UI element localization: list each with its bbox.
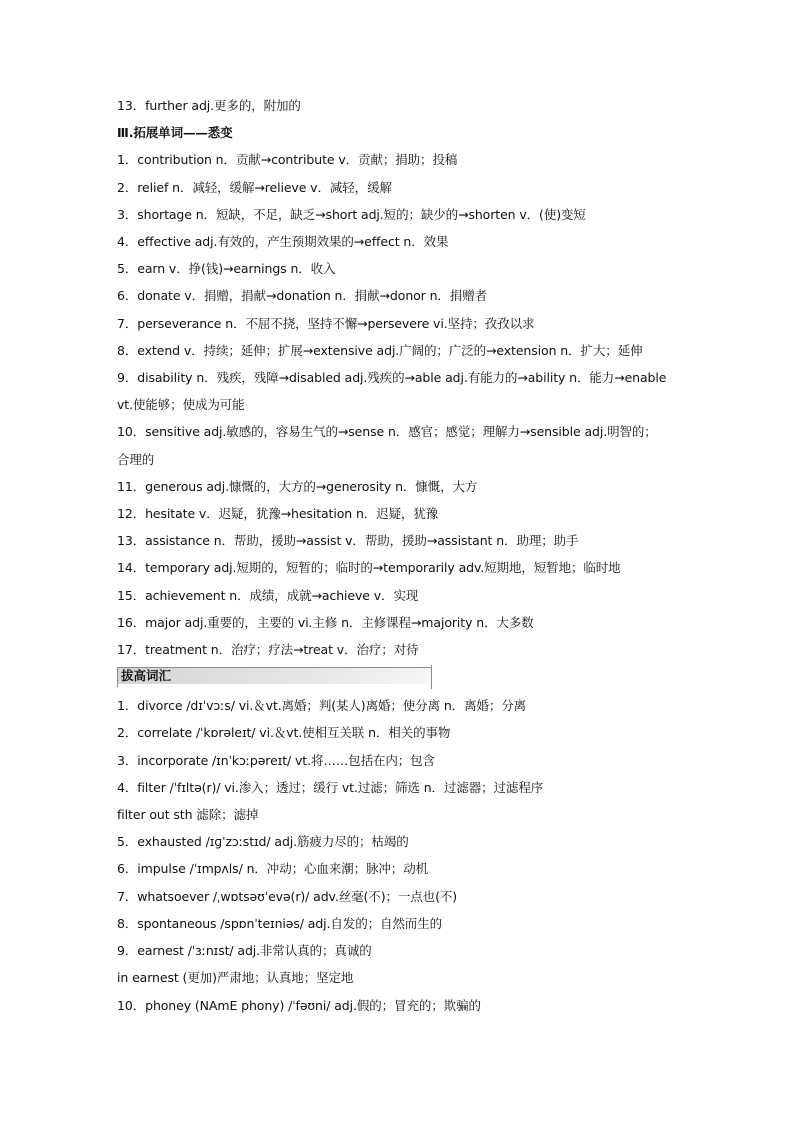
text-line: vt.使能够；使成为可能	[117, 397, 245, 413]
text-line: 9．earnest /ˈɜːnɪst/ adj.非常认真的；真诚的	[117, 943, 372, 959]
text-line: 3．shortage n．短缺，不足，缺乏→short adj.短的；缺少的→shorten v．(使)变短	[117, 206, 586, 222]
text-line: 1．contribution n．贡献→contribute v．贡献；捐助；投稿	[117, 152, 458, 168]
text-line: filter out sth 滤除；滤掉	[117, 807, 259, 823]
text-line: 2．correlate /ˈkɒrəleɪt/ vi.＆vt.使相互关联 n．相关的事物	[117, 725, 451, 741]
text-line: 12．hesitate v．迟疑，犹豫→hesitation n．迟疑，犹豫	[117, 506, 439, 522]
text-line: 16．major adj.重要的，主要的 vi.主修 n．主修课程→majority n．大多数	[117, 614, 534, 630]
text-line: 14．temporary adj.短期的，短暂的；临时的→temporarily adv.短期地，短暂地；临时地	[117, 560, 621, 576]
banner-right-rule	[431, 665, 432, 689]
document-page	[117, 92, 697, 1019]
vocabulary-list-top	[117, 92, 697, 663]
text-line: 4．filter /ˈfɪltə(r)/ vi.渗入；透过；缓行 vt.过滤；筛选 n．过滤器；过滤程序	[117, 779, 544, 795]
text-line: 8．extend v．持续；延伸；扩展→extensive adj.广阔的；广泛的→extension n．扩大；延伸	[117, 342, 643, 358]
text-line: 5．earn v．挣(钱)→earnings n．收入	[117, 261, 336, 277]
text-line: 5．exhausted /ɪɡˈzɔːstɪd/ adj.筋疲力尽的；枯竭的	[117, 834, 409, 850]
banner-left-rule	[117, 667, 118, 687]
text-line: 10．sensitive adj.敏感的，容易生气的→sense n．感官；感觉；理解力→sensible adj.明智的；	[117, 424, 657, 440]
text-line: 7．whatsoever /ˌwɒtsəʊˈevə(r)/ adv.丝毫(不)；一点也(不)	[117, 888, 458, 904]
text-line: 13．assistance n．帮助，援助→assist v．帮助，援助→assistant n．助理；助手	[117, 533, 579, 549]
text-line: 2．relief n．减轻，缓解→relieve v．减轻，缓解	[117, 179, 392, 195]
text-line: 8．spontaneous /spɒnˈteɪniəs/ adj.自发的；自然而生的	[117, 915, 443, 931]
banner-label: 拔高词汇	[121, 668, 172, 684]
text-line: 10．phoney (NAmE phony) /ˈfəʊni/ adj.假的；冒充的；欺骗的	[117, 997, 481, 1013]
text-line: 1．divorce /dɪˈvɔːs/ vi.＆vt.离婚；判(某人)离婚；使分离 n．离婚；分离	[117, 698, 527, 714]
text-line: 6．donate v．捐赠，捐献→donation n．捐献→donor n．捐赠者	[117, 288, 488, 304]
text-line: Ⅲ.拓展单词——悉变	[117, 125, 233, 141]
text-line: 11．generous adj.慷慨的，大方的→generosity n．慷慨，大方	[117, 478, 478, 494]
text-line: 13．further adj.更多的，附加的	[117, 98, 301, 113]
text-line: 合理的	[117, 451, 155, 467]
section-banner	[117, 665, 435, 689]
text-line: 7．perseverance n．不屈不挠，坚持不懈→persevere vi.坚持；孜孜以求	[117, 315, 535, 331]
text-line: 3．incorporate /ɪnˈkɔːpəreɪt/ vt.将……包括在内；包含	[117, 752, 435, 768]
text-line: 15．achievement n．成绩，成就→achieve v．实现	[117, 587, 419, 603]
vocabulary-list-bottom	[117, 692, 697, 1018]
text-line: 9．disability n．残疾，残障→disabled adj.残疾的→able adj.有能力的→ability n．能力→enable	[117, 370, 667, 386]
text-line: 4．effective adj.有效的，产生预期效果的→effect n．效果	[117, 234, 449, 250]
text-line: 6．impulse /ˈɪmpʌls/ n．冲动；心血来潮；脉冲；动机	[117, 861, 429, 877]
text-line: 17．treatment n．治疗；疗法→treat v．治疗；对待	[117, 642, 419, 658]
text-line: in earnest (更加)严肃地；认真地；坚定地	[117, 970, 354, 986]
